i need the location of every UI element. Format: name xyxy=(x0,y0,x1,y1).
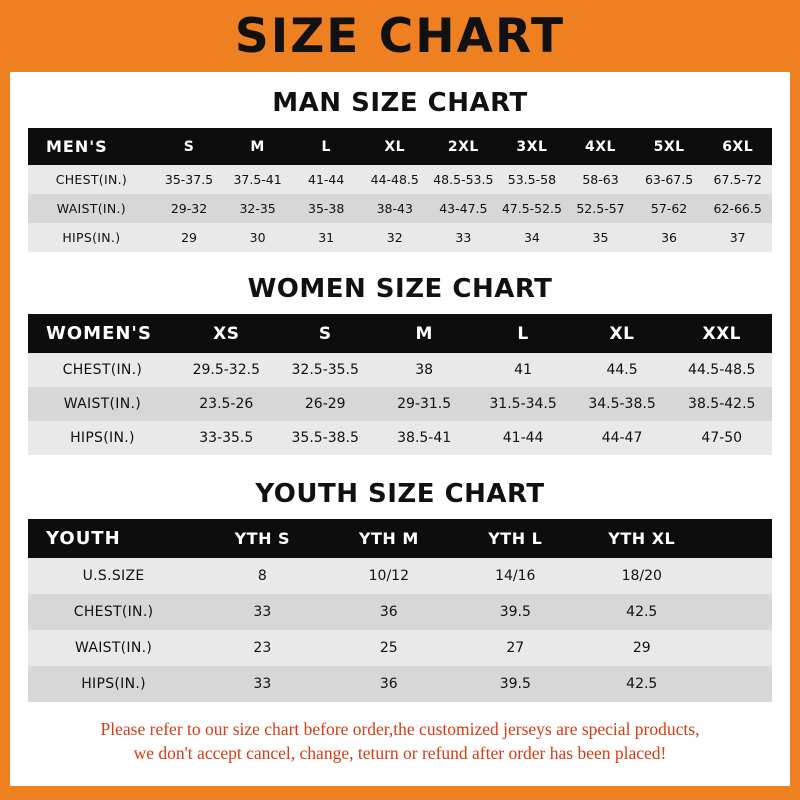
youth-waist-l: 27 xyxy=(506,640,525,656)
women-col-xxl: XXL xyxy=(702,323,742,344)
women-header-label: WOMEN'S xyxy=(46,323,152,344)
youth-chest-s: 33 xyxy=(253,604,272,620)
youth-hips-spacer xyxy=(705,666,772,702)
women-chest-m: 38 xyxy=(415,362,434,378)
men-hips-l: 31 xyxy=(318,230,335,245)
youth-waist-s: 23 xyxy=(253,640,272,656)
men-table-header-row xyxy=(28,128,772,165)
table-row xyxy=(28,666,772,702)
women-size-section xyxy=(28,274,772,455)
men-waist-xl: 38-43 xyxy=(376,201,413,216)
youth-chest-xl: 42.5 xyxy=(626,604,658,620)
youth-waist-spacer xyxy=(705,630,772,666)
table-row xyxy=(28,630,772,666)
men-waist-5xl: 57-62 xyxy=(650,201,688,216)
order-policy-note-line1: Please refer to our size chart before order,the customized jerseys are special products, xyxy=(100,719,700,739)
footer-banner xyxy=(0,786,800,800)
men-hips-6xl: 37 xyxy=(729,230,746,245)
men-waist-m: 32-35 xyxy=(239,201,276,216)
table-row xyxy=(28,558,772,594)
men-section-title: MAN SIZE CHART xyxy=(272,88,528,118)
men-chest-s: 35-37.5 xyxy=(164,172,214,187)
women-col-s: S xyxy=(318,323,332,344)
men-chest-xl: 44-48.5 xyxy=(370,172,419,187)
women-col-xl: XL xyxy=(609,323,635,344)
men-row-label-hips: HIPS(IN.) xyxy=(62,230,121,245)
youth-col-m: YTH M xyxy=(358,529,419,548)
women-col-m: M xyxy=(415,323,433,344)
men-col-xl: XL xyxy=(384,138,406,155)
men-col-l: L xyxy=(321,138,331,155)
youth-ussize-l: 14/16 xyxy=(495,568,536,584)
youth-row-label-ussize: U.S.SIZE xyxy=(82,568,145,584)
table-row xyxy=(28,353,772,387)
table-row xyxy=(28,387,772,421)
men-hips-3xl: 34 xyxy=(523,230,540,245)
men-waist-4xl: 52.5-57 xyxy=(576,201,625,216)
women-chest-s: 32.5-35.5 xyxy=(291,362,359,378)
youth-waist-xl: 29 xyxy=(632,640,651,656)
women-waist-xs: 23.5-26 xyxy=(199,396,254,412)
youth-size-section xyxy=(28,479,772,702)
table-row xyxy=(28,165,772,194)
men-hips-4xl: 35 xyxy=(592,230,609,245)
women-row-label-chest: CHEST(IN.) xyxy=(62,362,143,378)
men-chest-2xl: 48.5-53.5 xyxy=(433,172,494,187)
women-waist-m: 29-31.5 xyxy=(397,396,452,412)
men-col-4xl: 4XL xyxy=(585,138,616,155)
youth-chest-l: 39.5 xyxy=(499,604,531,620)
youth-hips-xl: 42.5 xyxy=(626,676,658,692)
youth-waist-m: 25 xyxy=(379,640,398,656)
table-row xyxy=(28,194,772,223)
women-col-xs: XS xyxy=(213,323,240,344)
order-policy-note xyxy=(28,718,772,765)
women-waist-l: 31.5-34.5 xyxy=(489,396,557,412)
men-waist-2xl: 43-47.5 xyxy=(439,201,488,216)
youth-col-xl: YTH XL xyxy=(608,529,676,548)
youth-row-label-hips: HIPS(IN.) xyxy=(81,676,146,692)
women-hips-xs: 33-35.5 xyxy=(199,430,254,446)
men-waist-l: 35-38 xyxy=(308,201,345,216)
youth-col-spacer xyxy=(705,519,772,558)
youth-header-label: YOUTH xyxy=(46,528,121,549)
men-hips-s: 29 xyxy=(181,230,197,245)
men-col-6xl: 6XL xyxy=(722,138,754,155)
men-row-label-waist: WAIST(IN.) xyxy=(56,201,126,216)
women-hips-xl: 44-47 xyxy=(601,430,643,446)
women-hips-l: 41-44 xyxy=(502,430,544,446)
youth-hips-l: 39.5 xyxy=(499,676,531,692)
youth-size-table xyxy=(28,519,772,702)
women-size-table xyxy=(28,314,772,455)
header-banner xyxy=(0,0,800,72)
women-col-l: L xyxy=(517,323,529,344)
men-size-section xyxy=(28,88,772,252)
men-chest-l: 41-44 xyxy=(308,172,345,187)
youth-ussize-m: 10/12 xyxy=(368,568,409,584)
women-row-label-waist: WAIST(IN.) xyxy=(63,396,141,412)
men-hips-2xl: 33 xyxy=(455,230,472,245)
women-waist-xxl: 38.5-42.5 xyxy=(688,396,756,412)
men-waist-6xl: 62-66.5 xyxy=(713,201,762,216)
men-waist-3xl: 47.5-52.5 xyxy=(501,201,562,216)
youth-ussize-s: 8 xyxy=(257,568,267,584)
women-row-label-hips: HIPS(IN.) xyxy=(70,430,135,446)
chart-content xyxy=(10,88,790,765)
men-col-s: S xyxy=(183,138,195,155)
order-policy-note-line2: we don't accept cancel, change, teturn or refund after order has been placed! xyxy=(133,742,667,763)
men-hips-5xl: 36 xyxy=(661,230,678,245)
men-header-label: MEN'S xyxy=(46,137,108,156)
men-chest-4xl: 58-63 xyxy=(582,172,619,187)
women-hips-s: 35.5-38.5 xyxy=(291,430,359,446)
women-section-title: WOMEN SIZE CHART xyxy=(247,274,553,304)
men-row-label-chest: CHEST(IN.) xyxy=(55,172,128,187)
men-col-2xl: 2XL xyxy=(447,138,479,155)
women-chest-xl: 44.5 xyxy=(606,362,638,378)
men-hips-m: 30 xyxy=(249,230,266,245)
men-chest-3xl: 53.5-58 xyxy=(507,172,557,187)
youth-chest-m: 36 xyxy=(379,604,398,620)
youth-ussize-xl: 18/20 xyxy=(621,568,662,584)
table-row xyxy=(28,421,772,455)
table-row xyxy=(28,223,772,252)
youth-row-label-waist: WAIST(IN.) xyxy=(74,640,153,656)
youth-hips-s: 33 xyxy=(253,676,272,692)
women-waist-s: 26-29 xyxy=(304,396,346,412)
men-size-table xyxy=(28,128,772,252)
youth-chest-spacer xyxy=(705,594,772,630)
table-row xyxy=(28,594,772,630)
youth-hips-m: 36 xyxy=(379,676,398,692)
women-table-header-row xyxy=(28,314,772,353)
men-chest-5xl: 63-67.5 xyxy=(644,172,694,187)
page-title: SIZE CHART xyxy=(234,8,566,64)
women-hips-m: 38.5-41 xyxy=(397,430,452,446)
women-chest-xs: 29.5-32.5 xyxy=(192,362,260,378)
women-waist-xl: 34.5-38.5 xyxy=(588,396,656,412)
women-hips-xxl: 47-50 xyxy=(701,430,743,446)
men-col-3xl: 3XL xyxy=(516,138,548,155)
youth-table-header-row xyxy=(28,519,772,558)
youth-row-label-chest: CHEST(IN.) xyxy=(73,604,154,620)
men-waist-s: 29-32 xyxy=(170,201,208,216)
youth-col-l: YTH L xyxy=(488,529,543,548)
youth-section-title: YOUTH SIZE CHART xyxy=(255,479,545,509)
youth-ussize-spacer xyxy=(705,558,772,594)
women-chest-l: 41 xyxy=(514,362,532,378)
men-col-5xl: 5XL xyxy=(653,138,685,155)
men-chest-m: 37.5-41 xyxy=(233,172,282,187)
men-col-m: M xyxy=(250,138,265,155)
men-chest-6xl: 67.5-72 xyxy=(713,172,762,187)
women-chest-xxl: 44.5-48.5 xyxy=(688,362,756,378)
men-hips-xl: 32 xyxy=(386,230,403,245)
youth-col-s: YTH S xyxy=(234,529,291,548)
